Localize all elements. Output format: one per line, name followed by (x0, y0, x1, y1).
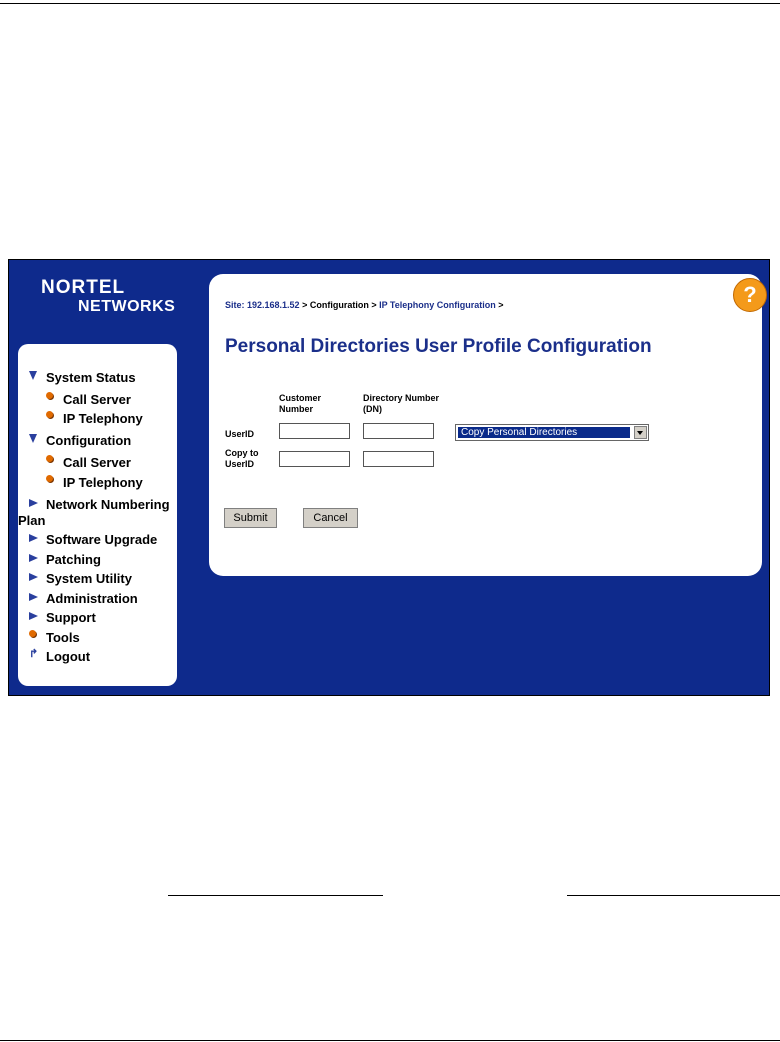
sidebar-item-network-numbering-plan[interactable] (29, 497, 170, 512)
logo-line2: NETWORKS (78, 298, 176, 315)
bottom-rule (0, 1040, 780, 1041)
breadcrumb (225, 300, 504, 310)
sidebar-nav (18, 344, 177, 686)
row-label-line1: Copy to (225, 448, 259, 458)
sidebar-item-label: IP Telephony (63, 475, 143, 490)
sidebar-item-label: Configuration (46, 433, 132, 448)
sidebar-item-patching[interactable] (29, 552, 101, 567)
signature-line-left (168, 895, 383, 896)
userid-directory-number-input[interactable] (363, 423, 434, 439)
col-header-customer-number (279, 393, 321, 415)
sidebar-item-config-ip-telephony[interactable] (46, 475, 143, 490)
sidebar-item-support[interactable] (29, 610, 96, 625)
orange-dot-icon (29, 630, 36, 637)
sidebar-item-software-upgrade[interactable] (29, 532, 157, 547)
sidebar-item-status-call-server[interactable] (46, 392, 131, 407)
breadcrumb-site-link[interactable]: Site: 192.168.1.52 (225, 300, 300, 310)
chevron-right-icon (29, 573, 38, 581)
sidebar-item-label: IP Telephony (63, 411, 143, 426)
sidebar-item-label: Call Server (63, 392, 131, 407)
sidebar-item-tools[interactable] (29, 630, 80, 645)
chevron-down-icon (29, 434, 37, 443)
breadcrumb-ip-telephony-link[interactable]: IP Telephony Configuration (379, 300, 496, 310)
chevron-right-icon (29, 534, 38, 542)
sidebar-item-administration[interactable] (29, 591, 138, 606)
row-label-userid: UserID (225, 429, 255, 439)
col-header-line1: Directory Number (363, 393, 440, 403)
chevron-right-icon (29, 499, 38, 507)
userid-customer-number-input[interactable] (279, 423, 350, 439)
orange-dot-icon (46, 475, 53, 482)
orange-dot-icon (46, 455, 53, 462)
sidebar-item-label: System Status (46, 370, 136, 385)
sidebar-item-label: Administration (46, 591, 138, 606)
col-header-line1: Customer (279, 393, 322, 403)
sidebar-item-system-utility[interactable] (29, 571, 132, 586)
submit-button[interactable]: Submit (224, 508, 277, 528)
chevron-right-icon (29, 554, 38, 562)
col-header-line2: (DN) (363, 404, 382, 414)
content-panel (209, 274, 762, 576)
sidebar-item-label: Logout (46, 649, 91, 664)
logo-line1: NORTEL (41, 277, 126, 298)
sidebar-item-label: Support (46, 610, 96, 625)
sidebar-item-system-status[interactable] (29, 370, 136, 385)
cancel-button[interactable]: Cancel (303, 508, 358, 528)
orange-dot-icon (46, 411, 53, 418)
help-icon[interactable]: ? (733, 278, 767, 312)
row-label-copy-to-userid (225, 448, 259, 470)
breadcrumb-separator: > (368, 300, 380, 310)
sidebar-item-label: Tools (46, 630, 80, 645)
chevron-down-icon[interactable] (634, 426, 647, 439)
sidebar-item-label: Software Upgrade (46, 532, 158, 547)
sidebar-item-config-call-server[interactable] (46, 455, 131, 470)
top-rule (0, 3, 780, 4)
col-header-directory-number (363, 393, 439, 415)
sidebar-item-label: Network Numbering (46, 497, 170, 512)
nortel-logo (41, 278, 175, 316)
breadcrumb-separator: > (495, 300, 504, 310)
orange-dot-icon (46, 392, 53, 399)
copy-customer-number-input[interactable] (279, 451, 350, 467)
app-window (8, 259, 770, 696)
page-title: Personal Directories User Profile Configuration (225, 336, 652, 357)
sidebar-item-logout[interactable] (29, 649, 90, 664)
sidebar-item-status-ip-telephony[interactable] (46, 411, 143, 426)
breadcrumb-configuration[interactable]: Configuration (309, 300, 369, 310)
sidebar-item-label: Patching (46, 552, 101, 567)
sidebar-item-label: System Utility (46, 571, 132, 586)
sidebar-item-label: Call Server (63, 455, 131, 470)
col-header-line2: Number (279, 404, 314, 414)
signature-line-right (567, 895, 780, 896)
chevron-down-icon (29, 371, 37, 380)
chevron-right-icon (29, 593, 38, 601)
action-select-value: Copy Personal Directories (458, 427, 630, 438)
action-select[interactable] (455, 424, 649, 441)
copy-directory-number-input[interactable] (363, 451, 434, 467)
sidebar-item-label-cont: Plan (18, 513, 46, 528)
breadcrumb-separator: > (299, 300, 310, 310)
logout-icon: ↱ (29, 648, 39, 660)
chevron-right-icon (29, 612, 38, 620)
row-label-line2: UserID (225, 459, 255, 469)
sidebar-item-configuration[interactable] (29, 433, 131, 448)
